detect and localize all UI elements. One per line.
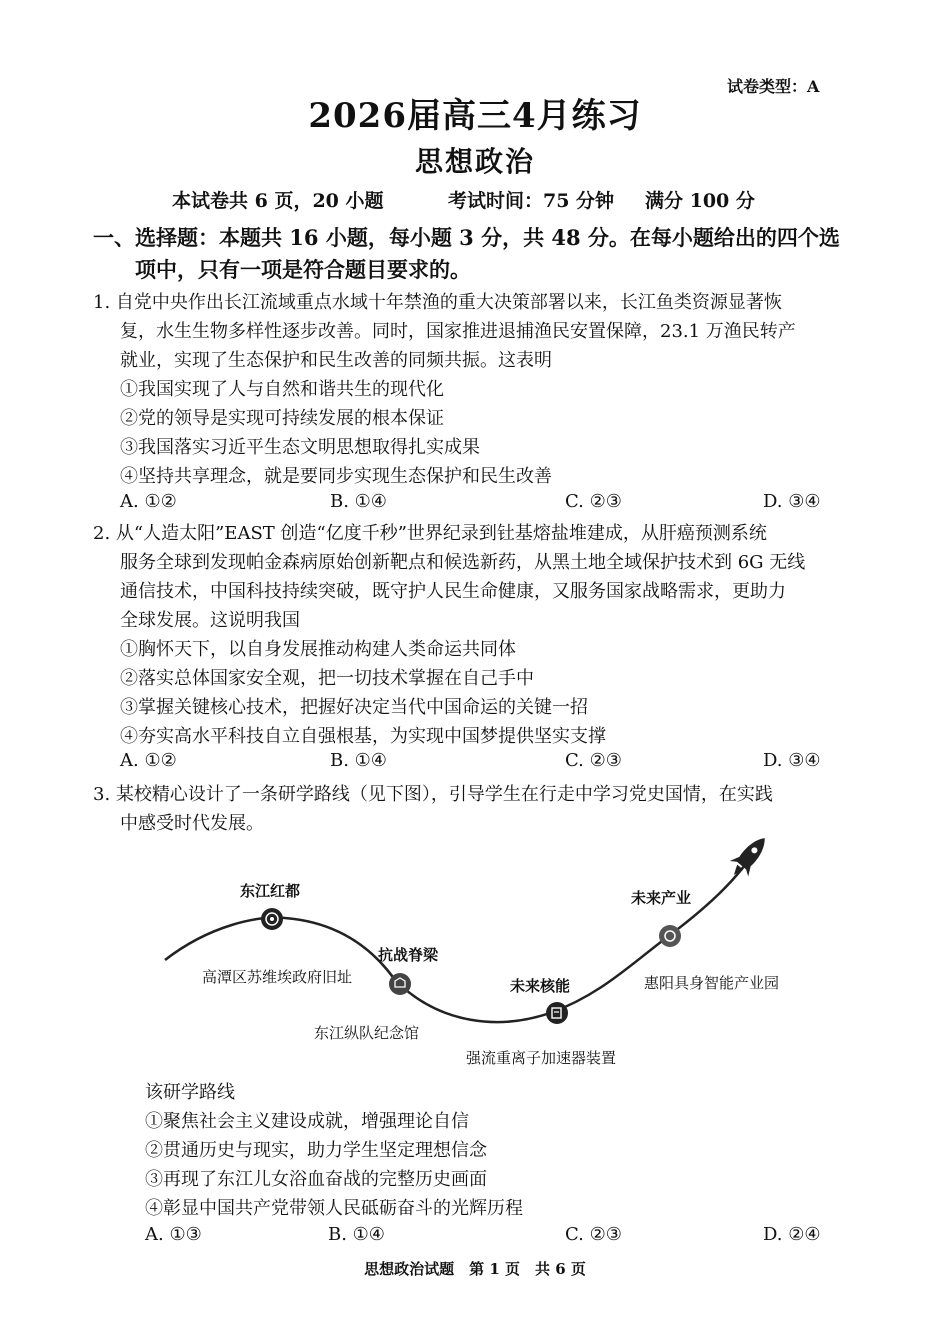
q2-line: 通信技术，中国科技持续突破，既守护人民生命健康，又服务国家战略需求，更助力 [120,581,786,602]
q1-statement: ①我国实现了人与自然和谐共生的现代化 [120,379,444,400]
section-heading: 一、选择题：本题共 16 小题，每小题 3 分，共 48 分。在每小题给出的四个选 [93,225,840,250]
stop-marker-kangzhan [389,973,411,995]
q3-statement: ③再现了东江儿女浴血奋战的完整历史画面 [145,1169,487,1190]
q3-statement: ①聚焦社会主义建设成就，增强理论自信 [145,1111,469,1132]
q2-line: 2. 从“人造太阳”EAST 创造“亿度千秒”世界纪录到钍基熔盐堆建成，从肝癌预测系统 [93,523,767,544]
q1-statement: ②党的领导是实现可持续发展的根本保证 [120,408,444,429]
route-stop-place: 惠阳具身智能产业园 [644,974,780,992]
q1-line: 复，水生生物多样性逐步改善。同时，国家推进退捕渔民安置保障，23.1 万渔民转产 [120,321,796,342]
q3-statement: ②贯通历史与现实，助力学生坚定理想信念 [145,1140,487,1161]
q2-statement: ②落实总体国家安全观，把一切技术掌握在自己手中 [120,668,534,689]
study-route-diagram [150,830,790,1070]
paper-type: 试卷类型：A [727,77,820,96]
q1-line: 1. 自党中央作出长江流域重点水域十年禁渔的重大决策部署以来，长江鱼类资源显著恢 [93,292,782,313]
q2-option-d: D. ③④ [763,750,821,771]
q1-option-b: B. ①④ [330,491,387,512]
route-stop-title: 未来产业 [631,889,692,907]
section-heading-cont: 项中，只有一项是符合题目要求的。 [135,257,471,282]
route-stop-title: 未来核能 [510,977,571,995]
route-stop-place: 高潭区苏维埃政府旧址 [202,968,353,986]
q2-line: 全球发展。这说明我国 [120,610,300,631]
q2-statement: ③掌握关键核心技术，把握好决定当代中国命运的关键一招 [120,697,588,718]
q3-stem: 该研学路线 [145,1082,235,1103]
exam-info-time: 考试时间：75 分钟 [448,190,615,212]
stop-marker-chanye [659,925,681,947]
q2-line: 服务全球到发现帕金森病原始创新靶点和候选新药，从黑土地全域保护技术到 6G 无线 [120,552,806,573]
exam-title: 2026届高三4月练习 [308,96,642,136]
q3-statement: ④彰显中国共产党带领人民砥砺奋斗的光辉历程 [145,1198,523,1219]
q3-option-b: B. ①④ [328,1224,385,1245]
q2-option-b: B. ①④ [330,750,387,771]
route-stop-title: 抗战脊梁 [378,946,439,964]
q1-option-d: D. ③④ [763,491,821,512]
route-stop-title: 东江红都 [240,882,301,900]
q3-line: 中感受时代发展。 [120,813,264,834]
q2-option-c: C. ②③ [565,750,622,771]
stop-marker-hexin [546,1002,568,1024]
q1-statement: ④坚持共享理念，就是要同步实现生态保护和民生改善 [120,466,552,487]
q3-option-a: A. ①③ [145,1224,202,1245]
q1-option-c: C. ②③ [565,491,622,512]
q3-option-c: C. ②③ [565,1224,622,1245]
q2-statement: ④夯实高水平科技自立自强根基，为实现中国梦提供坚实支撑 [120,726,606,747]
rocket-icon [725,830,774,882]
q1-statement: ③我国落实习近平生态文明思想取得扎实成果 [120,437,480,458]
q1-line: 就业，实现了生态保护和民生改善的同频共振。这表明 [120,350,552,371]
route-stop-place: 东江纵队纪念馆 [314,1024,420,1042]
q2-statement: ①胸怀天下，以自身发展推动构建人类命运共同体 [120,639,516,660]
stop-marker-hongdu [261,908,283,930]
route-stop-place: 强流重离子加速器装置 [466,1049,617,1067]
q3-line: 3. 某校精心设计了一条研学路线（见下图），引导学生在行走中学习党史国情，在实践 [93,784,773,805]
exam-info-pages: 本试卷共 6 页，20 小题 [172,190,384,212]
subject-title: 思想政治 [414,145,535,178]
q3-option-d: D. ②④ [763,1224,821,1245]
q1-option-a: A. ①② [120,491,177,512]
q2-option-a: A. ①② [120,750,177,771]
exam-info-score: 满分 100 分 [645,190,755,212]
page-footer: 思想政治试题 第 1 页 共 6 页 [364,1260,586,1278]
